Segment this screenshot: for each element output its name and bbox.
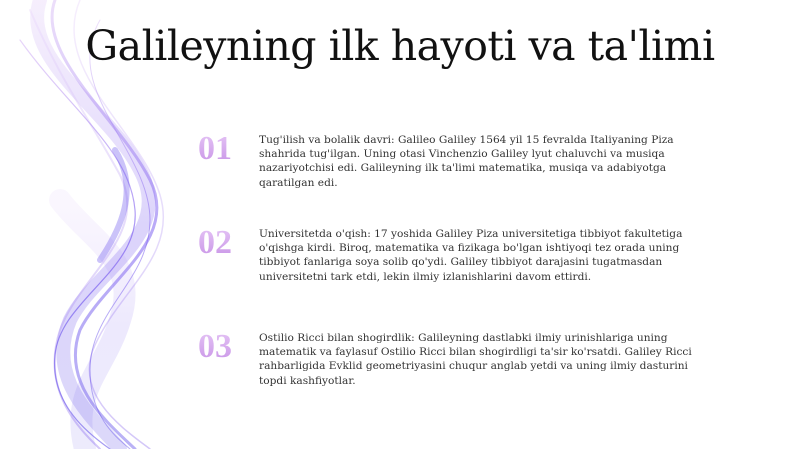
item-number: 03 bbox=[198, 329, 250, 365]
item-text: Ostilio Ricci bilan shogirdlik: Galileyning dastlabki ilmiy urinishlariga uning matematik va faylasuf Ostilio Ricci bilan shogirdligi ta'sir ko'rsatdi. Galiley Ricci rahbarligida Evklid geometriyasini chuqur anglab yetdi va uning ilmiy dasturini topdi kashfiyotlar. bbox=[259, 332, 692, 387]
item-text: Universitetda o'qish: 17 yoshida Galiley Piza universitetiga tibbiyot fakultetiga o'qishga kirdi. Biroq, matematika va fizikaga bo'lgan ishtiyoqi tez orada uning tibbiyot fanlariga soya solib qo'ydi. Galiley tibbiyot darajasini tugatmasdan universitetni tark etdi, lekin ilmiy izlanishlarini davom ettirdi. bbox=[259, 228, 683, 283]
item-text: Tug'ilish va bolalik davri: Galileo Galiley 1564 yil 15 fevralda Italiyaning Piza shahrida tug'ilgan. Uning otasi Vinchenzio Galiley lyut chaluvchi va musiqa nazariyotchisi edi. Galileyning ilk ta'limi matematika, musiqa va adabiyotga qaratilgan edi. bbox=[259, 134, 674, 189]
slide-title: Galileyning ilk hayoti va ta'limi bbox=[85, 22, 715, 70]
item-number: 02 bbox=[198, 225, 250, 261]
item-number: 01 bbox=[198, 131, 250, 167]
